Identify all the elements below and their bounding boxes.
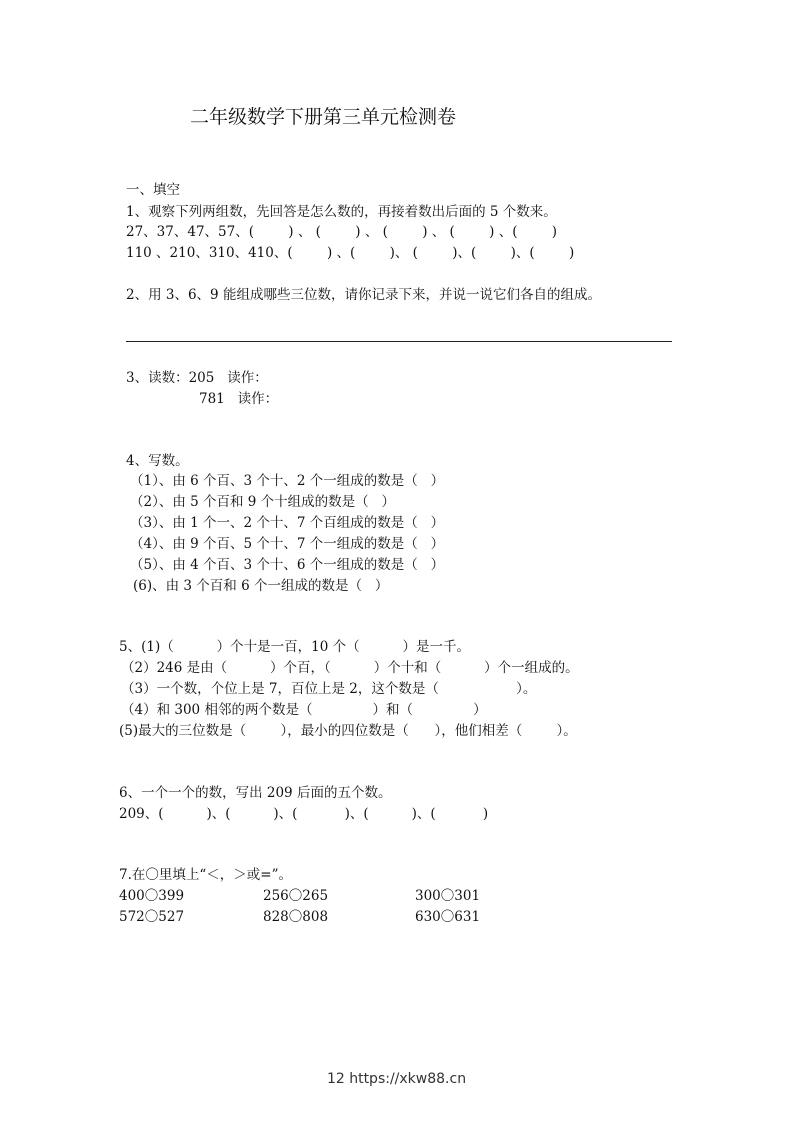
question-4-item: (6)、由 3 个百和 6 个一组成的数是（ ） [133,578,389,594]
section-heading: 一、填空 [126,182,180,198]
question-4-item: （5）、由 4 个百、3 个十、6 个一组成的数是（ ） [130,557,445,573]
page-footer: 12 https://xkw88.cn [326,1071,467,1087]
compare-item: 400〇399 [119,888,185,904]
question-4-heading: 4、写数。 [126,453,189,469]
question-5-item: (5)最大的三位数是（ ），最小的四位数是（ ），他们相差（ ）。 [119,723,577,739]
question-7-prompt: 7.在〇里填上“＜，＞或=”。 [119,867,292,883]
compare-item: 572〇527 [119,909,185,925]
question-5-item: （4）和 300 相邻的两个数是（ ）和（ ） [121,702,487,718]
question-5-item: （3）一个数，个位上是 7，百位上是 2，这个数是（ ）。 [121,681,537,697]
question-1-prompt: 1、观察下列两组数，先回答是怎么数的，再接着数出后面的 5 个数来。 [126,204,557,220]
question-6-prompt: 6、一个一个的数，写出 209 后面的五个数。 [119,785,392,801]
question-4-item: （4）、由 9 个百、5 个十、7 个一组成的数是（ ） [130,536,445,552]
compare-item: 828〇808 [263,909,329,925]
page-title: 二年级数学下册第三单元检测卷 [190,106,457,128]
question-5-item: （2）246 是由（ ）个百，（ ）个十和（ ）个一组成的。 [121,660,579,676]
question-6-row: 209、( )、( )、( )、( )、( ) [119,806,489,822]
question-4-item: （2）、由 5 个百和 9 个十组成的数是（ ） [130,494,396,510]
question-1-row-1: 27、37、47、57、( ) 、 ( ) 、 ( ) 、 ( ) 、( ) [126,224,558,240]
question-2-prompt: 2、用 3、6、9 能组成哪些三位数，请你记录下来，并说一说它们各自的组成。 [126,287,601,303]
answer-line [126,341,672,342]
question-3-line-1: 3、读数：205 读作： [126,370,268,386]
question-4-item: （3）、由 1 个一、2 个十、7 个百组成的数是（ ） [130,515,445,531]
question-1-row-2: 110 、210、310、410、( ) 、( )、 ( )、( )、( ) [126,245,575,261]
compare-item: 300〇301 [415,888,481,904]
compare-item: 256〇265 [263,888,329,904]
question-3-line-2: 781 读作： [199,391,279,407]
compare-item: 630〇631 [415,909,481,925]
question-4-item: （1）、由 6 个百、3 个十、2 个一组成的数是（ ） [130,473,445,489]
question-5-item: 5、(1)（ ）个十是一百，10 个（ ）是一千。 [119,639,471,655]
